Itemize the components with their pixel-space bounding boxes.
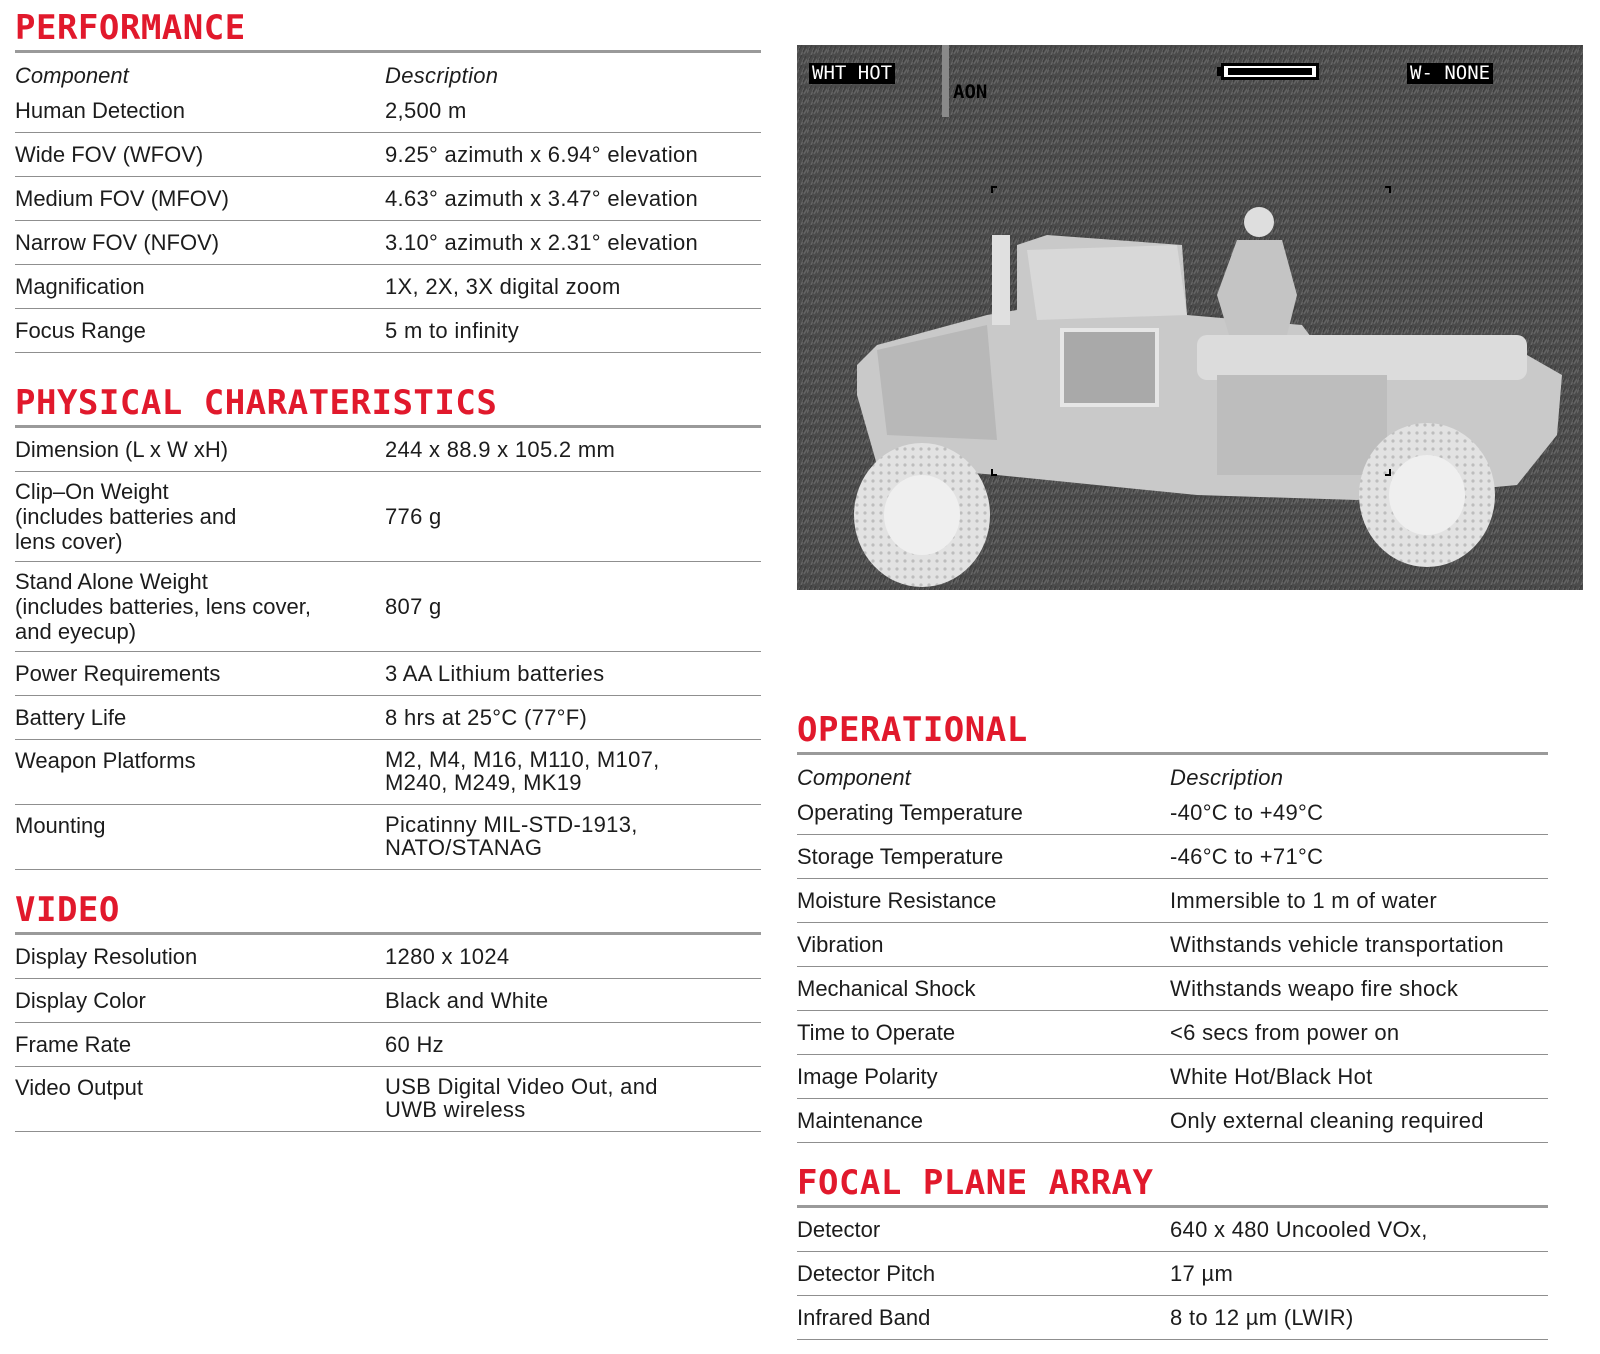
header-description: Description [385,63,499,88]
table-row [15,979,761,1023]
table-row [15,740,761,805]
row-description: M2, M4, M16, M110, M107, M240, M249, MK19 [385,747,660,795]
table-row [797,1252,1548,1296]
table-row [797,1055,1548,1099]
table-row [15,1023,761,1067]
row-description: 5 m to infinity [385,318,520,343]
row-component: Wide FOV (WFOV) [15,142,204,167]
row-description: 1X, 2X, 3X digital zoom [385,274,621,299]
row-description: 3.10° azimuth x 2.31° elevation [385,230,699,255]
row-component: Image Polarity [797,1064,938,1089]
table-row [15,935,761,979]
row-component: Time to Operate [797,1020,956,1045]
spacer [797,1143,1548,1163]
physical-rows [15,428,761,870]
table-row [797,1208,1548,1252]
row-component: Dimension (L x W xH) [15,437,229,462]
row-component: Video Output [15,1075,144,1100]
row-description: 8 hrs at 25°C (77°F) [385,705,588,730]
row-component: Infrared Band [797,1305,931,1330]
table-row [15,472,761,562]
table-row [15,265,761,309]
header-description: Description [1170,765,1284,790]
row-description: 60 Hz [385,1032,444,1057]
row-component: Frame Rate [15,1032,132,1057]
row-component: Display Resolution [15,944,198,969]
row-component: Operating Temperature [797,800,1023,825]
performance-rows [15,89,761,353]
fpa-title: FOCAL PLANE ARRAY [797,1163,1548,1208]
row-description: 807 g [385,594,442,619]
battery-icon [1217,63,1319,80]
row-component: Storage Temperature [797,844,1004,869]
performance-section [15,8,761,353]
row-component: Clip–On Weight (includes batteries and lens cover) [15,479,237,554]
row-component: Detector [797,1217,881,1242]
row-component: Maintenance [797,1108,923,1133]
operational-title: OPERATIONAL [797,710,1548,755]
polarity-label: WHT HOT [809,63,895,84]
table-row [797,835,1548,879]
row-component: Stand Alone Weight (includes batteries, lens cover, and eyecup) [15,569,311,644]
row-component: Weapon Platforms [15,748,196,773]
row-description: 640 x 480 Uncooled VOx, [1170,1217,1428,1242]
row-description: White Hot/Black Hot [1170,1064,1373,1089]
row-description: -46°C to +71°C [1170,844,1324,869]
row-description: <6 secs from power on [1170,1020,1400,1045]
header-component: Component [797,765,911,790]
physical-section [15,383,761,870]
table-row [15,696,761,740]
row-component: Power Requirements [15,661,221,686]
row-description: 17 µm [1170,1261,1234,1286]
row-component: Mounting [15,813,106,838]
row-description: 9.25° azimuth x 6.94° elevation [385,142,699,167]
row-description: Withstands vehicle transportation [1170,932,1504,957]
table-row [797,1296,1548,1340]
row-component: Vibration [797,932,884,957]
operational-rows [797,791,1548,1143]
row-description: 8 to 12 µm (LWIR) [1170,1305,1354,1330]
performance-header [15,53,761,89]
table-row [15,221,761,265]
table-row [15,562,761,652]
right-column [797,710,1548,1340]
row-component: Magnification [15,274,145,299]
table-row [15,1067,761,1132]
video-section [15,890,761,1132]
row-description: Withstands weapo fire shock [1170,976,1459,1001]
performance-title: PERFORMANCE [15,8,761,53]
table-row [15,177,761,221]
table-row [797,791,1548,835]
video-title: VIDEO [15,890,761,935]
operational-section [797,710,1548,1143]
table-row [797,967,1548,1011]
thermal-image [797,45,1583,590]
fpa-section [797,1163,1548,1340]
mode-label: AON [953,81,988,103]
row-description: 4.63° azimuth x 3.47° elevation [385,186,699,211]
row-description: Immersible to 1 m of water [1170,888,1437,913]
row-description: -40°C to +49°C [1170,800,1324,825]
row-description: 244 x 88.9 x 105.2 mm [385,437,616,462]
table-row [797,879,1548,923]
physical-title: PHYSICAL CHARATERISTICS [15,383,761,428]
row-component: Focus Range [15,318,146,343]
row-component: Mechanical Shock [797,976,976,1001]
video-rows [15,935,761,1132]
table-row [15,805,761,870]
row-component: Medium FOV (MFOV) [15,186,229,211]
row-description: USB Digital Video Out, and UWB wireless [385,1074,658,1122]
row-description: 1280 x 1024 [385,944,510,969]
wind-label: W- NONE [1407,63,1493,84]
row-component: Display Color [15,988,146,1013]
row-description: Picatinny MIL-STD-1913, NATO/STANAG [385,812,638,860]
spacer [15,353,761,383]
fpa-rows [797,1208,1548,1340]
table-row [15,133,761,177]
table-row [15,428,761,472]
row-component: Detector Pitch [797,1261,936,1286]
thermal-scene [797,45,1583,590]
table-row [797,923,1548,967]
row-description: Only external cleaning required [1170,1108,1484,1133]
row-description: 776 g [385,504,442,529]
row-component: Human Detection [15,98,185,123]
table-row [15,89,761,133]
header-component: Component [15,63,129,88]
table-row [797,1011,1548,1055]
table-row [797,1099,1548,1143]
row-description: Black and White [385,988,549,1013]
row-description: 3 AA Lithium batteries [385,661,605,686]
left-column [15,8,761,1132]
table-row [15,652,761,696]
operational-header [797,755,1548,791]
table-row [15,309,761,353]
row-component: Narrow FOV (NFOV) [15,230,220,255]
row-description: 2,500 m [385,98,467,123]
spacer [15,870,761,890]
row-component: Battery Life [15,705,127,730]
row-component: Moisture Resistance [797,888,997,913]
